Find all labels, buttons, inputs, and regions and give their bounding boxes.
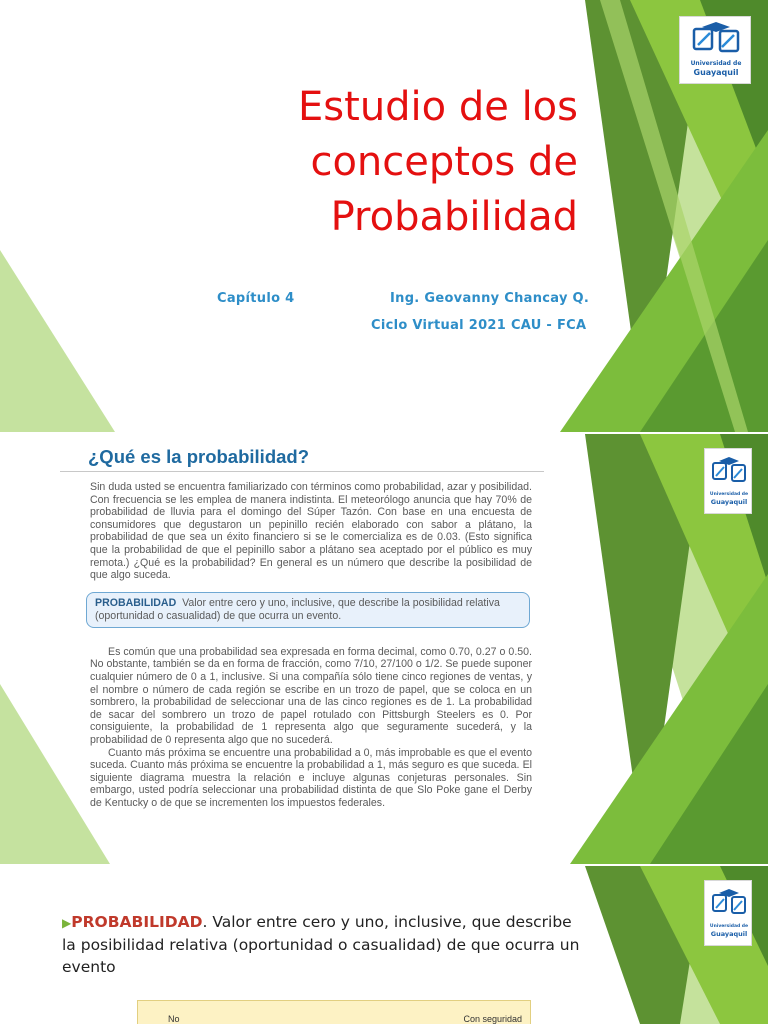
svg-text:Guayaquil: Guayaquil [710,930,748,938]
university-logo [679,16,751,84]
logo-emblem-icon [694,22,738,51]
scale-right-label: Con seguridad [463,1014,522,1024]
logo-emblem-icon [713,457,745,481]
definition-term: PROBABILIDAD [95,596,177,609]
definition-slide [0,866,768,1024]
university-logo [704,880,752,946]
author-label: Ing. Geovanny Chancay Q. [390,291,590,306]
title-line: Probabilidad [330,194,578,240]
university-logo [704,448,752,514]
title-line: conceptos de [310,139,578,185]
svg-text:Universidad de: Universidad de [709,924,749,929]
excerpt-heading: ¿Qué es la probabilidad? [60,446,544,472]
textbook-excerpt [60,446,544,846]
definition-text: Valor entre cero y uno, inclusive, que describe la posibilidad relativa (oportunidad o casualidad) de que ocurra un evento. [95,596,500,622]
svg-text:Guayaquil: Guayaquil [710,498,748,506]
excerpt-paragraph: Cuanto más próxima se encuentre una probabilidad a 0, más improbable es que el evento suceda. Cuanto más próxima se encuentre la probabilidad a 1, más seguro es que suceda. El siguiente diagrama muestra la relación e incluye algunas conjeturas personales. Sin embargo, usted podría seleccionar una probabilidad distinta de que Slo Poke gane el Derby de Kentucky o de que se incrementen los impuestos federales. [90,746,532,809]
definition-term: PROBABILIDAD [71,913,203,931]
definition-paragraph [62,911,582,978]
definition-box [86,592,530,628]
excerpt-paragraph: Sin duda usted se encuentra familiarizado con términos como probabilidad, azar y posibilidad. Con frecuencia se les emplea de manera indistinta. El meteorólogo anuncia que hay 70% de probabilidad de lluvia para el domingo del Súper Tazón. Con base en una encuesta de consumidores que degustaron un pepinillo recién elaborado con sabor a plátano, la probabilidad de que sea un éxito financiero si se le comercializa es de 0.03. (Esto significa que la probabilidad de que el pepinillo sabor a plátano sea aceptado por el público es muy remota.) ¿Qué es la probabilidad? En general es un número que describe la posibilidad de que algo suceda. [90,481,532,582]
scale-left-label: No [168,1014,180,1024]
svg-text:Guayaquil: Guayaquil [693,68,739,77]
excerpt-slide [0,434,768,864]
title-line: Estudio de los [298,84,578,130]
chapter-label: Capítulo 4 [217,291,295,306]
logo-emblem-icon [713,889,745,913]
svg-text:Universidad de: Universidad de [709,492,749,497]
bullet-triangle-icon: ▶ [62,916,72,930]
definition-text: . Valor entre cero y uno, inclusive, que describe la posibilidad relativa (oportunidad o casualidad) de que ocurra un evento [62,913,580,976]
probability-scale [137,1000,531,1024]
slide-title [218,80,578,245]
title-slide [0,0,768,432]
course-label: Ciclo Virtual 2021 CAU - FCA [371,318,587,333]
excerpt-paragraph: Es común que una probabilidad sea expresada en forma decimal, como 0.70, 0.27 o 0.50. No obstante, también se da en forma de fracción, como 7/10, 27/100 o 1/2. Se puede suponer cualquier número de 0 a 1, inclusive. Si una compañía sólo tiene cinco regiones de ventas, y el nombre o número de cada región se escribe en un trozo de papel, que se coloca en un sombrero, la probabilidad de seleccionar una de las cinco regiones es de 1. La probabilidad de sacar del sombrero un trozo de papel rotulado con Pittsburgh Steelers es 0. Por consiguiente, la probabilidad de 1 representa algo que seguramente sucederá, y la probabilidad de 0 representa algo que no sucederá. [90,645,532,746]
svg-text:Universidad de: Universidad de [690,60,742,67]
